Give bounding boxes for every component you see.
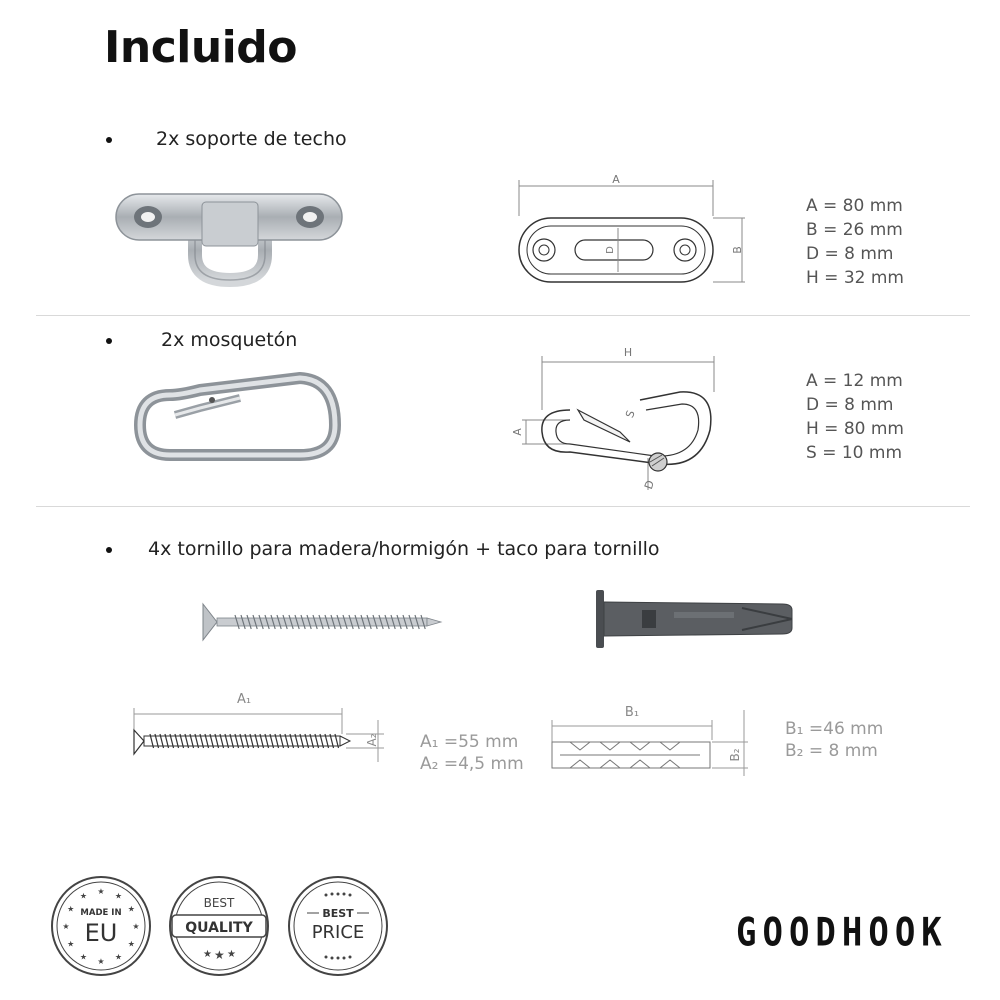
dim-a1-label: A₁ — [236, 692, 252, 707]
star-icon: ★ — [67, 939, 75, 949]
star-icon: ★ — [62, 922, 70, 931]
spec-line: A = 80 mm — [806, 196, 903, 216]
spec-line: S = 10 mm — [806, 443, 902, 463]
dim-a2-label: A₂ — [365, 733, 379, 747]
badge-eu-top: MADE IN — [80, 908, 122, 918]
badge-price-main: PRICE — [311, 922, 365, 943]
spec-line: A₂ =4,5 mm — [420, 754, 524, 774]
spec-line: H = 80 mm — [806, 419, 904, 439]
badge-price-top: BEST — [322, 907, 354, 920]
wall-plug-specs — [785, 718, 883, 762]
star-icon: ★ — [203, 949, 212, 960]
star-icon: ★ — [114, 891, 123, 901]
carabiner-specs — [806, 369, 904, 465]
dim-a-label: A — [511, 428, 524, 436]
section-divider — [36, 506, 970, 507]
dim-b1-label: B₁ — [624, 705, 640, 720]
spec-line: D = 8 mm — [806, 395, 894, 415]
ceiling-mount-diagram — [505, 168, 765, 293]
dim-d-label: D — [605, 246, 616, 254]
brand-logo: GOODHOOK — [736, 910, 948, 956]
spec-line: H = 32 mm — [806, 268, 904, 288]
dim-h-label: H — [623, 346, 633, 359]
section-divider — [36, 315, 970, 316]
star-icon: ★ — [79, 952, 88, 962]
dim-b2-label: B₂ — [728, 748, 742, 762]
bullet-dot — [106, 137, 112, 143]
spec-line: D = 8 mm — [806, 244, 894, 264]
ceiling-mount-specs — [806, 194, 904, 290]
section-2-label: 2x mosquetón — [161, 329, 298, 351]
section-3-label: 4x tornillo para madera/hormigón + taco para tornillo — [148, 538, 660, 560]
star-icon: ★ — [114, 952, 123, 962]
screw-diagram — [128, 686, 388, 766]
star-icon: ★ — [97, 957, 105, 966]
spec-line: A = 12 mm — [806, 371, 903, 391]
wall-plug-image — [592, 588, 797, 650]
page-title: Incluido — [104, 22, 297, 73]
wall-plug-diagram — [540, 700, 750, 780]
star-icon: ★ — [132, 922, 140, 931]
section-1-label: 2x soporte de techo — [156, 128, 347, 150]
made-in-eu-badge — [50, 875, 152, 977]
star-icon: ★ — [127, 939, 135, 949]
carabiner-image — [130, 370, 350, 480]
star-icon: ★ — [227, 949, 236, 960]
spec-line: A₁ =55 mm — [420, 732, 519, 752]
spec-line: B₂ = 8 mm — [785, 741, 878, 761]
spec-line: B₁ =46 mm — [785, 719, 884, 739]
best-price-badge — [287, 875, 389, 977]
carabiner-diagram — [500, 340, 730, 500]
star-icon: ★ — [67, 904, 75, 914]
bullet-dot — [106, 338, 112, 344]
badge-eu-main: EU — [84, 919, 118, 947]
dim-b-label: B — [731, 246, 744, 254]
screw-specs — [420, 731, 524, 775]
star-icon: ★ — [214, 948, 225, 962]
dim-a-label: A — [612, 173, 620, 186]
dim-s-label: S — [623, 408, 638, 420]
screw-image — [195, 600, 445, 644]
best-quality-badge — [168, 875, 270, 977]
star-icon: ★ — [97, 887, 105, 896]
spec-line: B = 26 mm — [806, 220, 903, 240]
badge-quality-main: QUALITY — [185, 920, 253, 936]
badge-quality-top: BEST — [203, 896, 235, 910]
star-icon: ★ — [79, 891, 88, 901]
bullet-dot — [106, 547, 112, 553]
ceiling-mount-image — [110, 180, 350, 290]
dim-d-label: D — [641, 478, 658, 492]
star-icon: ★ — [127, 904, 135, 914]
